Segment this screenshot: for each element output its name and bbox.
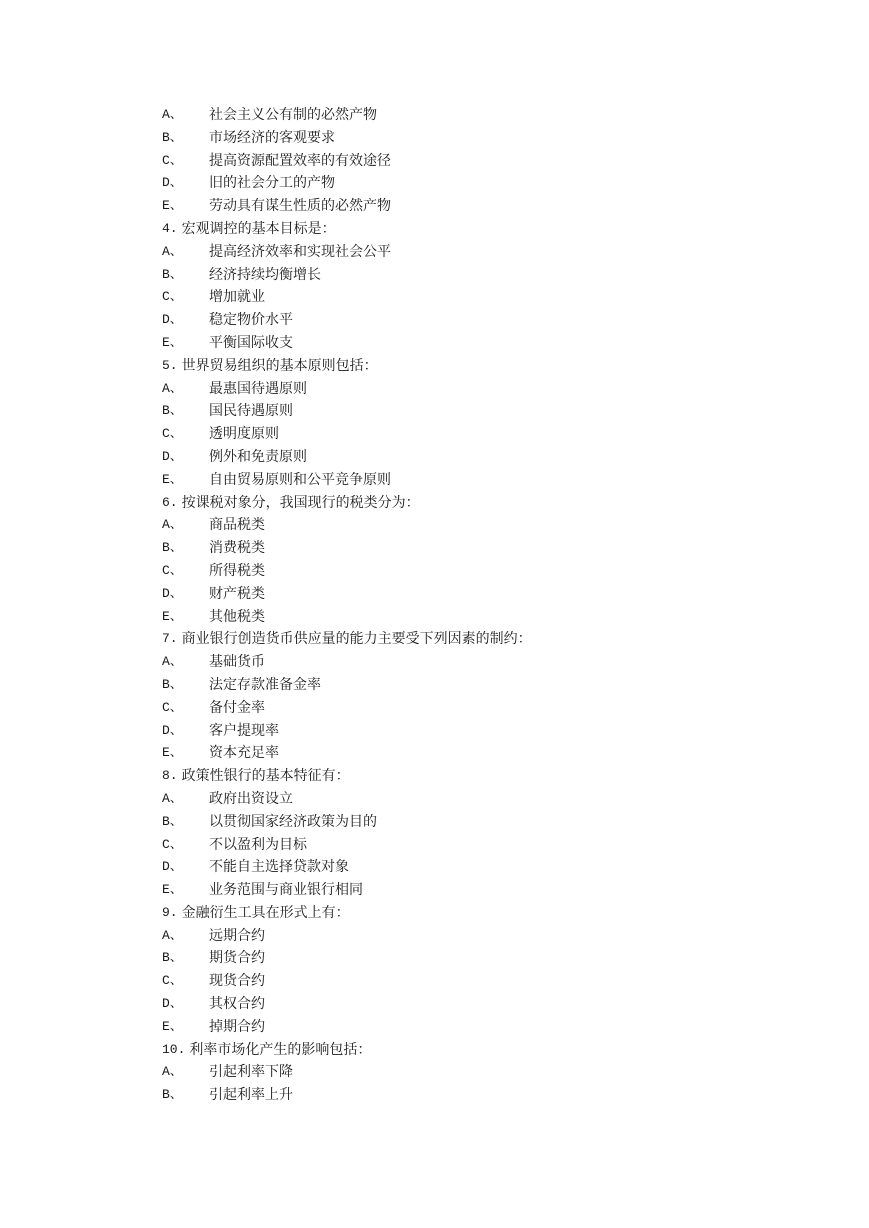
question-number: 10. xyxy=(162,1041,186,1057)
option-text: 旧的社会分工的产物 xyxy=(209,175,335,192)
question-text: 按课税对象分，我国现行的税类分为： xyxy=(181,494,420,511)
option-text: 增加就业 xyxy=(209,289,265,306)
question-text: 金融衍生工具在形式上有： xyxy=(181,904,350,921)
option-line xyxy=(162,879,822,902)
option-text: 财产税类 xyxy=(209,585,265,602)
option-line xyxy=(162,104,822,127)
option-line xyxy=(162,332,822,355)
option-letter: C、 xyxy=(162,152,183,168)
option-letter: C、 xyxy=(162,562,183,578)
option-text: 客户提现率 xyxy=(209,722,279,739)
option-letter: A、 xyxy=(162,517,183,533)
option-letter: D、 xyxy=(162,722,183,738)
option-line xyxy=(162,195,822,218)
option-line xyxy=(162,286,822,309)
option-line xyxy=(162,446,822,469)
option-text: 政府出资设立 xyxy=(209,790,293,807)
option-letter: E、 xyxy=(162,471,183,487)
option-line xyxy=(162,651,822,674)
option-text: 期货合约 xyxy=(209,950,265,967)
option-letter: B、 xyxy=(162,266,183,282)
option-letter: A、 xyxy=(162,243,183,259)
option-text: 透明度原则 xyxy=(209,426,279,443)
question-text: 宏观调控的基本目标是： xyxy=(181,220,336,237)
option-text: 远期合约 xyxy=(209,927,265,944)
option-line xyxy=(162,697,822,720)
option-line xyxy=(162,583,822,606)
option-text: 所得税类 xyxy=(209,562,265,579)
option-line xyxy=(162,309,822,332)
option-letter: D、 xyxy=(162,448,183,464)
question-number: 9. xyxy=(162,904,178,920)
option-text: 例外和免责原则 xyxy=(209,448,307,465)
option-letter: D、 xyxy=(162,585,183,601)
option-letter: B、 xyxy=(162,403,183,419)
option-letter: B、 xyxy=(162,676,183,692)
option-letter: A、 xyxy=(162,654,183,670)
option-line xyxy=(162,1061,822,1084)
option-text: 平衡国际收支 xyxy=(209,334,293,351)
option-text: 最惠国待遇原则 xyxy=(209,380,307,397)
option-text: 掉期合约 xyxy=(209,1018,265,1035)
option-letter: D、 xyxy=(162,312,183,328)
question-number: 5. xyxy=(162,357,178,373)
option-line xyxy=(162,241,822,264)
option-letter: B、 xyxy=(162,129,183,145)
document-body xyxy=(162,104,822,1107)
option-text: 备付金率 xyxy=(209,699,265,716)
option-letter: A、 xyxy=(162,380,183,396)
option-text: 现货合约 xyxy=(209,973,265,990)
question-line xyxy=(162,902,822,925)
option-line xyxy=(162,834,822,857)
option-letter: A、 xyxy=(162,790,183,806)
option-line xyxy=(162,947,822,970)
option-line xyxy=(162,423,822,446)
option-text: 不以盈利为目标 xyxy=(209,836,307,853)
option-text: 提高经济效率和实现社会公平 xyxy=(209,243,391,260)
option-line xyxy=(162,469,822,492)
option-letter: E、 xyxy=(162,198,183,214)
option-text: 基础货币 xyxy=(209,654,265,671)
option-letter: E、 xyxy=(162,608,183,624)
option-line xyxy=(162,1016,822,1039)
option-text: 资本充足率 xyxy=(209,745,279,762)
option-line xyxy=(162,720,822,743)
option-letter: C、 xyxy=(162,973,183,989)
option-text: 其权合约 xyxy=(209,996,265,1013)
option-letter: B、 xyxy=(162,540,183,556)
option-text: 劳动具有谋生性质的必然产物 xyxy=(209,198,391,215)
option-text: 自由贸易原则和公平竞争原则 xyxy=(209,471,391,488)
question-text: 利率市场化产生的影响包括： xyxy=(189,1041,372,1058)
option-text: 法定存款准备金率 xyxy=(209,676,321,693)
option-letter: D、 xyxy=(162,859,183,875)
question-number: 7. xyxy=(162,631,178,647)
option-letter: C、 xyxy=(162,699,183,715)
option-letter: D、 xyxy=(162,996,183,1012)
option-text: 稳定物价水平 xyxy=(209,312,293,329)
question-text: 世界贸易组织的基本原则包括： xyxy=(181,357,378,374)
option-line xyxy=(162,788,822,811)
option-line xyxy=(162,514,822,537)
option-letter: E、 xyxy=(162,745,183,761)
option-line xyxy=(162,606,822,629)
option-letter: C、 xyxy=(162,289,183,305)
option-line xyxy=(162,378,822,401)
option-text: 引起利率下降 xyxy=(209,1064,293,1081)
option-line xyxy=(162,856,822,879)
option-line xyxy=(162,560,822,583)
option-text: 国民待遇原则 xyxy=(209,403,293,420)
option-letter: E、 xyxy=(162,334,183,350)
option-text: 业务范围与商业银行相同 xyxy=(209,882,363,899)
option-text: 引起利率上升 xyxy=(209,1087,293,1104)
option-line xyxy=(162,264,822,287)
option-text: 以贯彻国家经济政策为目的 xyxy=(209,813,377,830)
option-line xyxy=(162,811,822,834)
option-letter: A、 xyxy=(162,927,183,943)
option-line xyxy=(162,537,822,560)
option-letter: A、 xyxy=(162,1064,183,1080)
question-number: 6. xyxy=(162,494,178,510)
option-letter: C、 xyxy=(162,836,183,852)
option-line xyxy=(162,1084,822,1107)
question-line xyxy=(162,765,822,788)
option-line xyxy=(162,674,822,697)
option-letter: C、 xyxy=(162,426,183,442)
question-line xyxy=(162,1039,822,1062)
option-line xyxy=(162,742,822,765)
option-letter: B、 xyxy=(162,950,183,966)
question-text: 政策性银行的基本特征有： xyxy=(181,768,350,785)
option-text: 经济持续均衡增长 xyxy=(209,266,321,283)
option-text: 不能自主选择贷款对象 xyxy=(209,859,349,876)
question-number: 4. xyxy=(162,220,178,236)
question-line xyxy=(162,218,822,241)
option-line xyxy=(162,400,822,423)
option-line xyxy=(162,150,822,173)
option-letter: E、 xyxy=(162,882,183,898)
option-text: 其他税类 xyxy=(209,608,265,625)
option-letter: A、 xyxy=(162,107,183,122)
option-text: 消费税类 xyxy=(209,540,265,557)
option-text: 市场经济的客观要求 xyxy=(209,129,335,146)
option-letter: E、 xyxy=(162,1018,183,1034)
question-number: 8. xyxy=(162,768,178,784)
option-line xyxy=(162,993,822,1016)
question-line xyxy=(162,628,822,651)
option-letter: B、 xyxy=(162,1087,183,1103)
option-line xyxy=(162,970,822,993)
question-line xyxy=(162,355,822,378)
question-text: 商业银行创造货币供应量的能力主要受下列因素的制约： xyxy=(181,631,532,648)
option-text: 社会主义公有制的必然产物 xyxy=(209,107,377,123)
option-text: 商品税类 xyxy=(209,517,265,534)
option-letter: B、 xyxy=(162,813,183,829)
option-letter: D、 xyxy=(162,175,183,191)
option-line xyxy=(162,172,822,195)
option-line xyxy=(162,127,822,150)
option-text: 提高资源配置效率的有效途径 xyxy=(209,152,391,169)
question-line xyxy=(162,492,822,515)
option-line xyxy=(162,925,822,948)
